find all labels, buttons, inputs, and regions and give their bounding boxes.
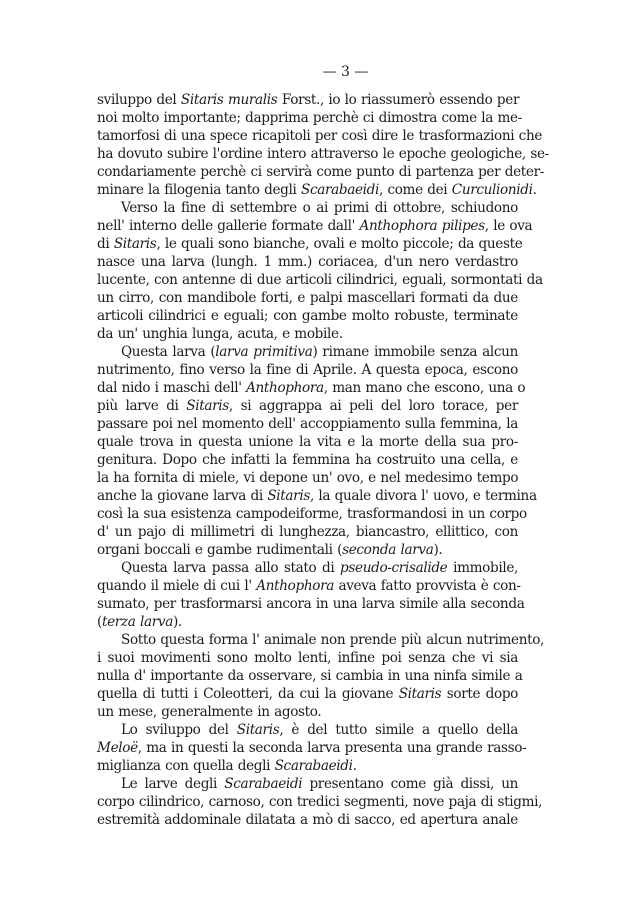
text-run: , si aggrappa ai peli del loro torace, per	[228, 398, 518, 414]
paragraph	[97, 775, 543, 829]
italic-text: Sitaris	[398, 686, 442, 702]
text-run: tamorfosi di una spece ricapitoli per così dire le trasformazioni che	[97, 128, 543, 144]
italic-text: pseudo-crisalide	[340, 560, 448, 576]
text-run: , è del tutto simile a quello della	[279, 722, 518, 738]
text-run: Questa larva (	[121, 344, 216, 360]
text-line	[97, 307, 518, 325]
italic-text: Meloë	[97, 740, 138, 756]
text-run: .	[352, 758, 357, 774]
text-run: articoli cilindrici e eguali; con gambe molto robuste, terminate	[97, 308, 518, 324]
text-run: sorte dopo	[441, 686, 519, 702]
text-run: d' un pajo di millimetri di lunghezza, biancastro, ellittico, con	[97, 524, 518, 540]
text-run: un mese, generalmente in agosto.	[97, 704, 322, 720]
text-run: quando il miele di cui l'	[97, 578, 257, 594]
italic-text: Sitaris	[236, 722, 280, 738]
page-number: — 3 —	[322, 64, 369, 80]
text-run: dal nido i maschi dell'	[97, 380, 247, 396]
text-run: nutrimento, fino verso la fine di Aprile. A questa epoca, escono	[97, 362, 518, 378]
italic-text: Sitaris	[113, 236, 157, 252]
italic-text: terza larva	[101, 614, 173, 630]
text-run: Verso la fine di settembre o ai primi di ottobre, schiudono	[121, 200, 518, 216]
text-line	[97, 667, 523, 685]
italic-text: larva primitiva	[215, 344, 313, 360]
text-line	[97, 343, 518, 361]
text-line	[97, 217, 533, 235]
text-line	[97, 163, 544, 181]
text-run: da un' unghia lunga, acuta, e mobile.	[97, 326, 343, 342]
text-line	[97, 397, 518, 415]
text-line	[97, 325, 518, 343]
paragraph	[97, 343, 537, 559]
text-run: estremità addominale dilatata a mò di sacco, ed apertura anale	[97, 812, 518, 828]
text-run: nasce una larva (lungh. 1 mm.) coriacea, d'un nero verdastro	[97, 254, 518, 270]
text-line	[97, 559, 518, 577]
text-run: corpo cilindrico, carnoso, con tredici segmenti, nove paja di stigmi,	[97, 794, 543, 810]
text-line	[97, 127, 543, 145]
text-line	[97, 451, 518, 469]
text-run: Forst., io lo riassumerò essendo per	[277, 92, 520, 108]
text-run: ).	[433, 542, 443, 558]
text-run: un cirro, con mandibole forti, e palpi mascellari formati da due	[97, 290, 518, 306]
text-run: , la quale divora l' uovo, e termina	[309, 488, 537, 504]
text-line	[97, 595, 525, 613]
text-line	[97, 199, 518, 217]
text-line	[97, 793, 543, 811]
text-run: Questa larva passa allo stato di	[121, 560, 341, 576]
text-run: miglianza con quella degli	[97, 758, 275, 774]
text-line	[97, 505, 527, 523]
italic-text: Scarabaeidi	[224, 776, 303, 792]
text-run: sumato, per trasformarsi ancora in una larva simile alla seconda	[97, 596, 525, 612]
text-line	[97, 541, 518, 559]
text-line	[97, 757, 518, 775]
text-run: di	[97, 236, 114, 252]
body-text	[97, 91, 549, 829]
text-run: nulla d' importante da osservare, si cambia in una ninfa simile a	[97, 668, 523, 684]
text-line	[97, 613, 518, 631]
italic-text: Anthophora	[246, 380, 324, 396]
text-run: Lo sviluppo del	[121, 722, 237, 738]
text-run: (	[97, 614, 102, 630]
text-run: , le quali sono bianche, ovali e molto piccole; da queste	[156, 236, 523, 252]
text-run: passare poi nel momento dell' accoppiamento sulla femmina, la	[97, 416, 518, 432]
text-line	[97, 721, 518, 739]
text-run: la ha fornita di miele, vi depone un' ovo, e nel medesimo tempo	[97, 470, 519, 486]
text-line	[97, 91, 518, 109]
text-run: condariamente perchè ci servirà come punto di partenza per deter-	[97, 164, 544, 180]
text-line	[97, 523, 518, 541]
italic-text: Sitaris	[267, 488, 310, 504]
italic-text: Curculionidi	[451, 182, 533, 198]
text-line	[97, 379, 526, 397]
italic-text: Scarabaeidi	[300, 182, 380, 198]
text-line	[97, 145, 549, 163]
italic-text: Anthophora	[256, 578, 334, 594]
text-run: .	[532, 182, 537, 198]
text-run: sviluppo del	[97, 92, 181, 108]
text-line	[97, 235, 523, 253]
text-line	[97, 685, 518, 703]
text-line	[97, 109, 522, 127]
text-run: minare la filogenia tanto degli	[97, 182, 301, 198]
text-run: lucente, con antenne di due articoli cilindrici, eguali, sormontati da	[97, 272, 543, 288]
text-line	[97, 181, 537, 199]
text-line	[97, 811, 518, 829]
text-line	[97, 739, 527, 757]
text-line	[97, 433, 518, 451]
text-run: , man mano che escono, una o	[323, 380, 526, 396]
text-run: quale trova in questa unione la vita e la morte della sua pro-	[97, 434, 518, 450]
text-line	[97, 415, 518, 433]
paragraph	[97, 721, 527, 775]
text-run: noi molto importante; dapprima perchè ci dimostra come la me-	[97, 110, 522, 126]
text-line	[97, 271, 543, 289]
text-line	[97, 631, 545, 649]
text-run: aveva fatto provvista è con-	[333, 578, 521, 594]
text-run: Sotto questa forma l' animale non prende più alcun nutrimento,	[121, 632, 545, 648]
text-run: quella di tutti i Coleotteri, da cui la giovane	[97, 686, 399, 702]
italic-text: Sitaris muralis	[180, 92, 278, 108]
text-run: Le larve degli	[121, 776, 225, 792]
italic-text: seconda larva	[342, 542, 434, 558]
text-run: nell' interno delle gallerie formate dall'	[97, 218, 360, 234]
text-line	[97, 703, 518, 721]
text-line	[97, 253, 518, 271]
text-run: i suoi movimenti sono molto lenti, infine poi senza che vi sia	[97, 650, 518, 666]
text-line	[97, 289, 518, 307]
text-run: , come dei	[379, 182, 452, 198]
text-line	[97, 487, 537, 505]
text-line	[97, 649, 518, 667]
text-run: così la sua esistenza campodeiforme, trasformandosi in un corpo	[97, 506, 527, 522]
italic-text: Scarabaeidi	[274, 758, 353, 774]
paragraph	[97, 91, 549, 199]
text-run: anche la giovane larva di	[97, 488, 268, 504]
text-run: , le ova	[484, 218, 533, 234]
text-line	[97, 361, 518, 379]
text-run: ) rimane immobile senza alcun	[312, 344, 518, 360]
paragraph	[97, 631, 545, 721]
text-line	[97, 577, 521, 595]
paragraph	[97, 559, 525, 631]
text-run: genitura. Dopo che infatti la femmina ha costruito una cella, e	[97, 452, 518, 468]
italic-text: Sitaris	[186, 398, 229, 414]
text-run: organi boccali e gambe rudimentali (	[97, 542, 343, 558]
text-line	[97, 775, 518, 793]
italic-text: Anthophora pilipes	[359, 218, 485, 234]
text-run: , ma in questi la seconda larva presenta una grande rasso-	[137, 740, 527, 756]
text-run: più larve di	[97, 398, 187, 414]
text-run: immobile,	[447, 560, 518, 576]
paragraph	[97, 199, 543, 343]
text-run: presentano come già dissi, un	[302, 776, 518, 792]
text-line	[97, 469, 518, 487]
text-run: ha dovuto subire l'ordine intero attraverso le epoche geologiche, se-	[97, 146, 549, 162]
text-run: ).	[172, 614, 182, 630]
